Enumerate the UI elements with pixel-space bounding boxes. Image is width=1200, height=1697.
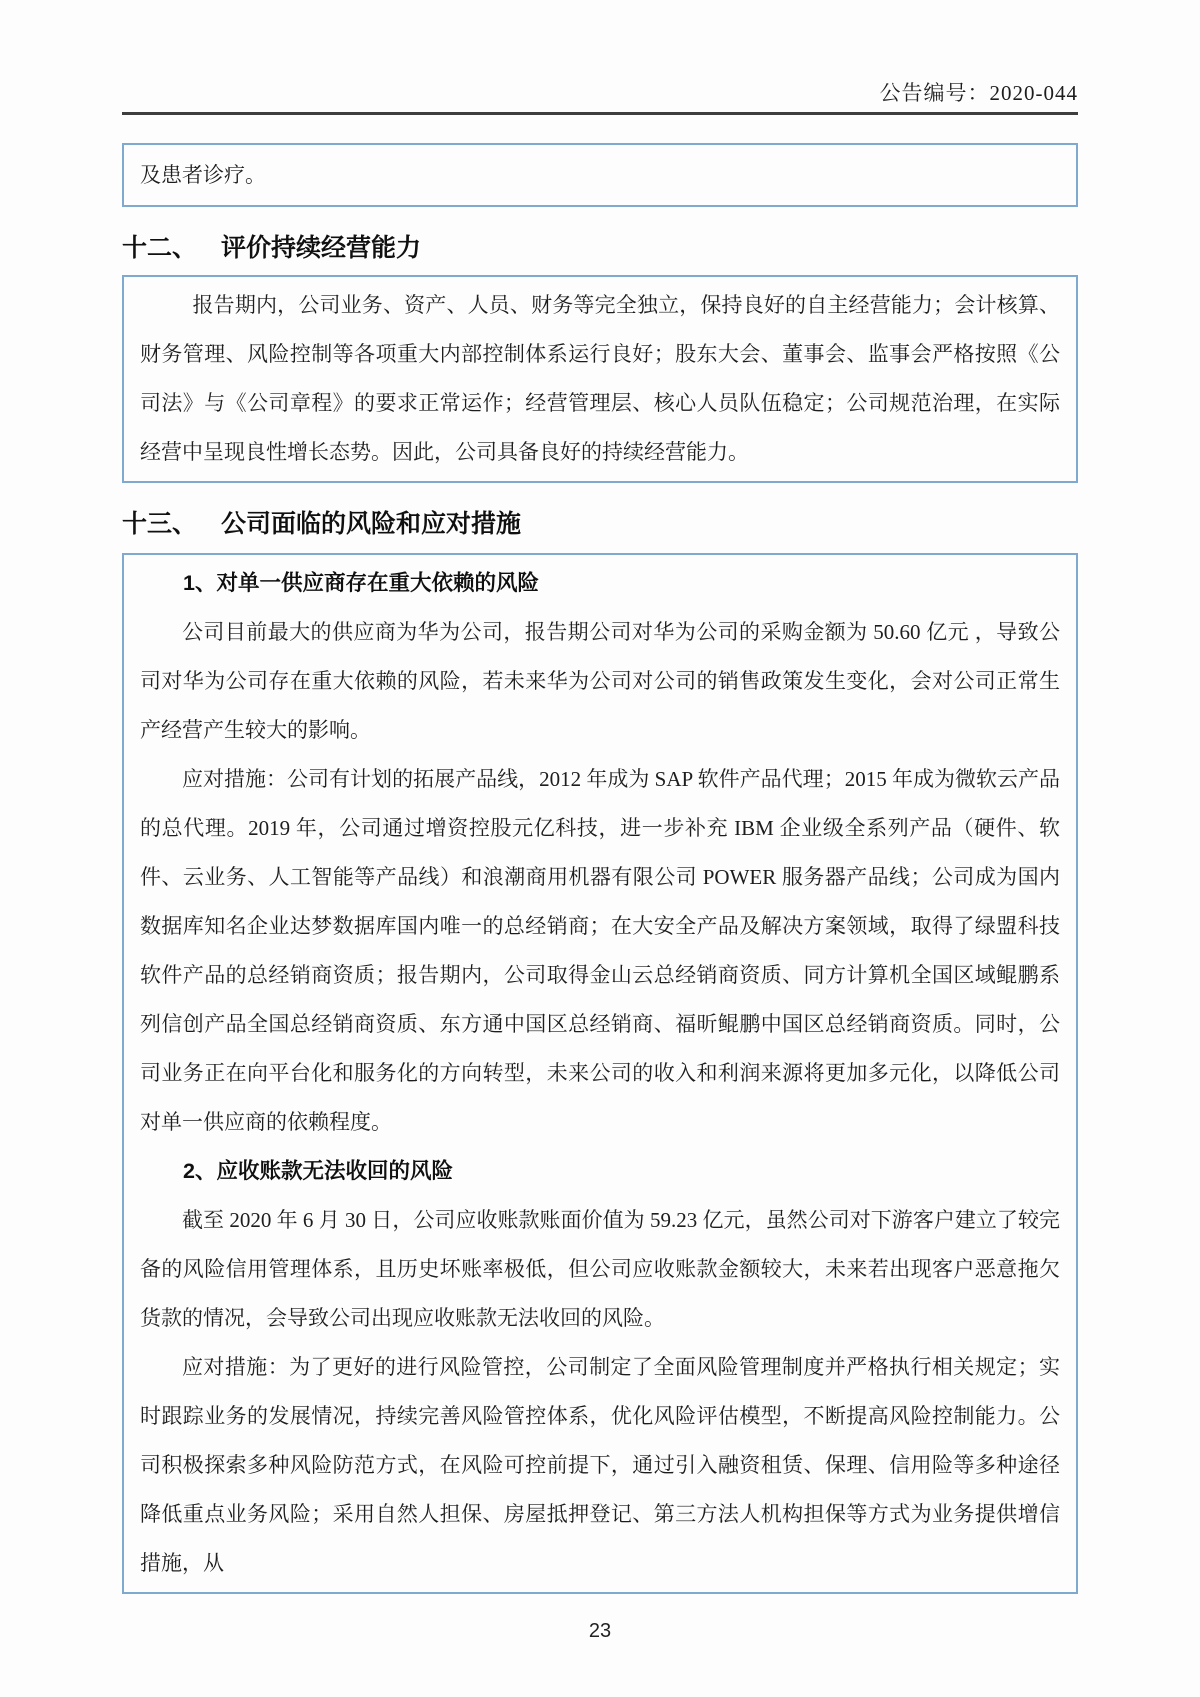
risk-2-paragraph-1: 截至 2020 年 6 月 30 日，公司应收账款账面价值为 59.23 亿元，虽然公司对下游客户建立了较完备的风险信用管理体系，且历史坏账率极低，但公司应收账款金额较大，未来若出现客户恶意拖欠货款的情况，会导致公司出现应收账款无法收回的风险。	[140, 1208, 1060, 1330]
header-rule	[122, 112, 1078, 115]
continuation-text: 及患者诊疗。	[140, 163, 266, 187]
section-13-number: 十三、	[122, 510, 198, 538]
section-13-title: 公司面临的风险和应对措施	[221, 510, 522, 538]
section-12-number: 十二、	[122, 234, 198, 262]
section-12-title: 评价持续经营能力	[221, 234, 422, 262]
risk-2-title: 2、应收账款无法收回的风险	[183, 1159, 453, 1183]
page-number: 23	[588, 1620, 612, 1642]
risk-2-paragraph-2: 应对措施：为了更好的进行风险管控，公司制定了全面风险管理制度并严格执行相关规定；实时跟踪业务的发展情况，持续完善风险管控体系，优化风险评估模型，不断提高风险控制能力。公司积极探索多种风险防范方式，在风险可控前提下，通过引入融资租赁、保理、信用险等多种途径降低重点业务风险；采用自然人担保、房屋抵押登记、第三方法人机构担保等方式为业务提供增信措施，从	[140, 1355, 1060, 1575]
risk-1-paragraph-2: 应对措施：公司有计划的拓展产品线，2012 年成为 SAP 软件产品代理；2015 年成为微软云产品的总代理。2019 年，公司通过增资控股元亿科技，进一步补充 IBM 企业级全系列产品（硬件、软件、云业务、人工智能等产品线）和浪潮商用机器有限公司 POWER 服务器产品线；公司成为国内数据库知名企业达梦数据库国内唯一的总经销商；在大安全产品及解决方案领域，取得了绿盟科技软件产品的总经销商资质；报告期内，公司取得金山云总经销商资质、同方计算机全国区域鲲鹏系列信创产品全国总经销商资质、东方通中国区总经销商、福昕鲲鹏中国区总经销商资质。同时，公司业务正在向平台化和服务化的方向转型，未来公司的收入和利润来源将更加多元化，以降低公司对单一供应商的依赖程度。	[140, 767, 1060, 1134]
risk-1-title: 1、对单一供应商存在重大依赖的风险	[183, 571, 539, 595]
section-heading-12	[122, 231, 1078, 265]
announcement-number: 公告编号：2020-044	[879, 81, 1078, 105]
section-heading-13	[122, 507, 1078, 541]
section-12-paragraph: 报告期内，公司业务、资产、人员、财务等完全独立，保持良好的自主经营能力；会计核算、财务管理、风险控制等各项重大内部控制体系运行良好；股东大会、董事会、监事会严格按照《公司法》与《公司章程》的要求正常运作；经营管理层、核心人员队伍稳定；公司规范治理，在实际经营中呈现良性增长态势。因此，公司具备良好的持续经营能力。	[140, 293, 1060, 464]
section-12-box	[122, 275, 1078, 483]
section-13-box	[122, 553, 1078, 1594]
continuation-text-box	[122, 143, 1078, 207]
risk-1-paragraph-1: 公司目前最大的供应商为华为公司，报告期公司对华为公司的采购金额为 50.60 亿元 ，导致公司对华为公司存在重大依赖的风险，若未来华为公司对公司的销售政策发生变化，会对公司正常生产经营产生较大的影响。	[140, 620, 1060, 742]
